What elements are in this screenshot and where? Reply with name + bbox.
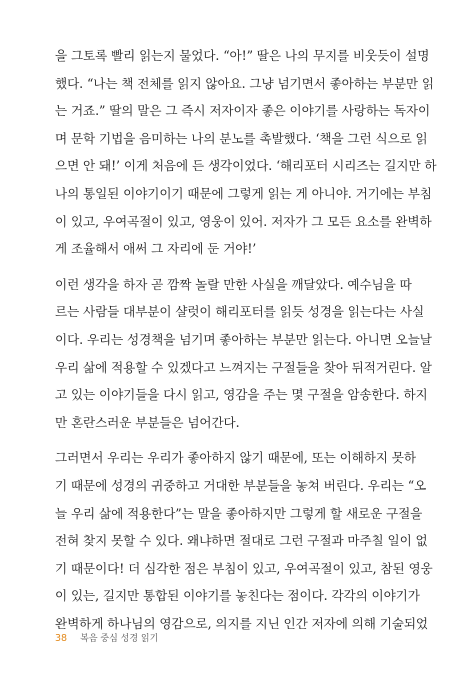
text-line: 며 문학 기법을 음미하는 나의 분노를 촉발했다. ‘책을 그런 식으로 읽 <box>55 130 428 146</box>
page-footer <box>55 632 158 646</box>
text-line: 고 있는 이야기들을 다시 읽고, 영감을 주는 몇 구절을 암송한다. 하지 <box>55 387 428 403</box>
page-number: 38 <box>55 633 68 644</box>
text-line: 이런 생각을 하자 곧 깜짝 놀랄 만한 사실을 깨달았다. 예수님을 따 <box>55 276 412 292</box>
body-text <box>55 42 437 645</box>
text-line: 전혀 찾지 못할 수 있다. 왜냐하면 절대로 그런 구절과 마주칠 일이 없 <box>55 533 428 549</box>
text-line: 는 거죠.” 딸의 말은 그 즉시 저자이자 좋은 이야기를 사랑하는 독자이 <box>55 103 431 119</box>
running-title: 복음 중심 성경 읽기 <box>80 634 159 644</box>
text-line: 했다. “나는 책 전체를 읽지 않아요. 그냥 넘기면서 좋아하는 부분만 읽 <box>55 75 434 91</box>
text-line: 이다. 우리는 성경책을 넘기며 좋아하는 부분만 읽는다. 아니면 오늘날 <box>55 331 432 347</box>
text-line: 기 때문에 성경의 귀중하고 거대한 부분들을 놓쳐 버린다. 우리는 “오 <box>55 477 427 493</box>
text-line: 게 조율해서 애써 그 자리에 둔 거야!’ <box>55 241 257 257</box>
text-line: 늘 우리 삶에 적용한다”는 말을 좋아하지만 그렇게 할 새로운 구절을 <box>55 505 423 521</box>
text-line: 르는 사람들 대부분이 샬럿이 해리포터를 읽듯 성경을 읽는다는 사실 <box>55 304 425 320</box>
text-line: 나의 통일된 이야기이기 때문에 그렇게 읽는 게 아니야. 거기에는 부침 <box>55 185 432 201</box>
text-line: 이 있고, 우여곡절이 있고, 영웅이 있어. 저자가 그 모든 요소를 완벽하 <box>55 213 432 229</box>
text-line: 으면 안 돼!’ 이게 처음에 든 생각이었다. ‘해리포터 시리즈는 길지만 하 <box>55 158 437 174</box>
text-line: 그러면서 우리는 우리가 좋아하지 않기 때문에, 또는 이해하지 못하 <box>55 450 416 466</box>
paragraph-2 <box>55 271 432 437</box>
text-line: 을 그토록 빨리 읽는지 물었다. “아!” 딸은 나의 무지를 비웃듯이 설명 <box>55 48 430 63</box>
paragraph-1 <box>55 42 437 263</box>
text-line: 완벽하게 하나님의 영감으로, 의지를 지닌 인간 저자에 의해 기술되었 <box>55 615 428 631</box>
text-line: 기 때문이다! 더 심각한 점은 부침이 있고, 우여곡절이 있고, 참된 영웅 <box>55 560 433 576</box>
text-line: 우리 삶에 적용할 수 있겠다고 느껴지는 구절들을 찾아 뒤적거린다. 알 <box>55 359 432 375</box>
text-line: 만 혼란스러운 부분들은 넘어간다. <box>55 414 240 430</box>
paragraph-3 <box>55 444 433 637</box>
text-line: 이 있는, 길지만 통합된 이야기를 놓친다는 점이다. 각각의 이야기가 <box>55 588 420 604</box>
